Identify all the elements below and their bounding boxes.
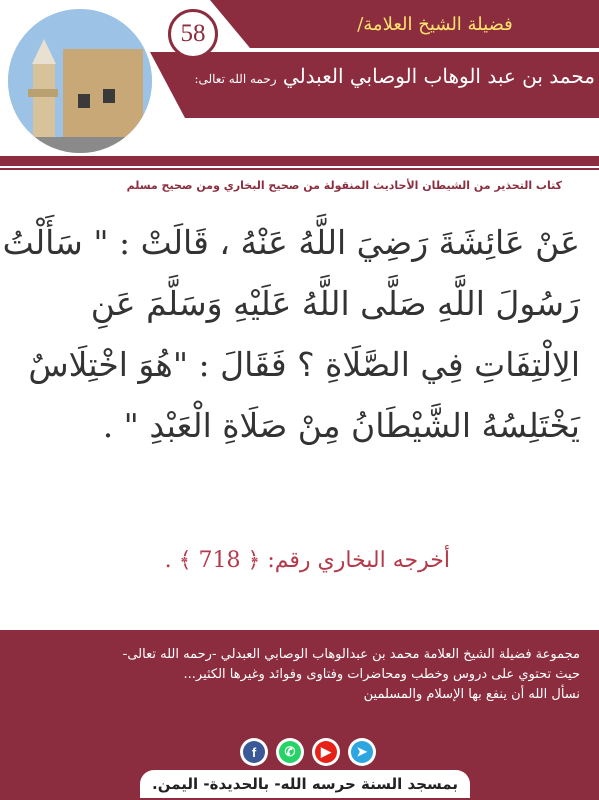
sheikh-title: فضيلة الشيخ العلامة/ (357, 14, 513, 35)
footer-line: نسأل الله أن ينفع بها الإسلام والمسلمين (363, 687, 580, 702)
footer-line: مجموعة فضيلة الشيخ العلامة محمد بن عبدالوهاب الوصابي العبدلي -رحمه الله تعالى- (122, 647, 580, 662)
youtube-icon[interactable]: ▶ (312, 738, 340, 766)
sheikh-name-text: محمد بن عبد الوهاب الوصابي العبدلي (282, 64, 595, 88)
book-title: كتاب التحذير من الشيطان الأحاديث المنقولة من صحيح البخاري ومن صحيح مسلم (126, 179, 562, 192)
whatsapp-icon[interactable]: ✆ (276, 738, 304, 766)
page-number-badge: 58 (168, 9, 218, 59)
hadith-source: أخرجه البخاري رقم: ﴿ 718 ﴾ . (164, 548, 450, 573)
mosque-photo (5, 6, 155, 156)
hadith-line: رَسُولَ اللَّهِ صَلَّى اللَّهُ عَلَيْهِ وَسَلَّمَ عَنِ (90, 284, 580, 323)
sheikh-name (194, 64, 595, 88)
telegram-icon[interactable]: ➤ (348, 738, 376, 766)
facebook-icon[interactable]: f (240, 738, 268, 766)
footer-text (20, 645, 580, 705)
footer-line: حيث تحتوي على دروس وخطب ومحاضرات وفتاوى وفوائد وغيرها الكثير... (183, 667, 580, 682)
mosque-location: بمسجد السنة حرسه الله- بالحديدة- اليمن. (140, 770, 470, 798)
hadith-text (2, 212, 580, 456)
social-links (240, 738, 376, 768)
hadith-line: الِالْتِفَاتِ فِي الصَّلَاةِ ؟ فَقَالَ : "هُوَ اخْتِلَاسٌ (28, 345, 580, 384)
hadith-line: عَنْ عَائِشَةَ رَضِيَ اللَّهُ عَنْهُ ، قَالَتْ : " سَأَلْتُ (2, 223, 580, 262)
sheikh-name-suffix: رحمه الله تعالى: (194, 72, 277, 86)
hadith-line: يَخْتَلِسُهُ الشَّيْطَانُ مِنْ صَلَاةِ الْعَبْدِ " . (102, 406, 580, 445)
